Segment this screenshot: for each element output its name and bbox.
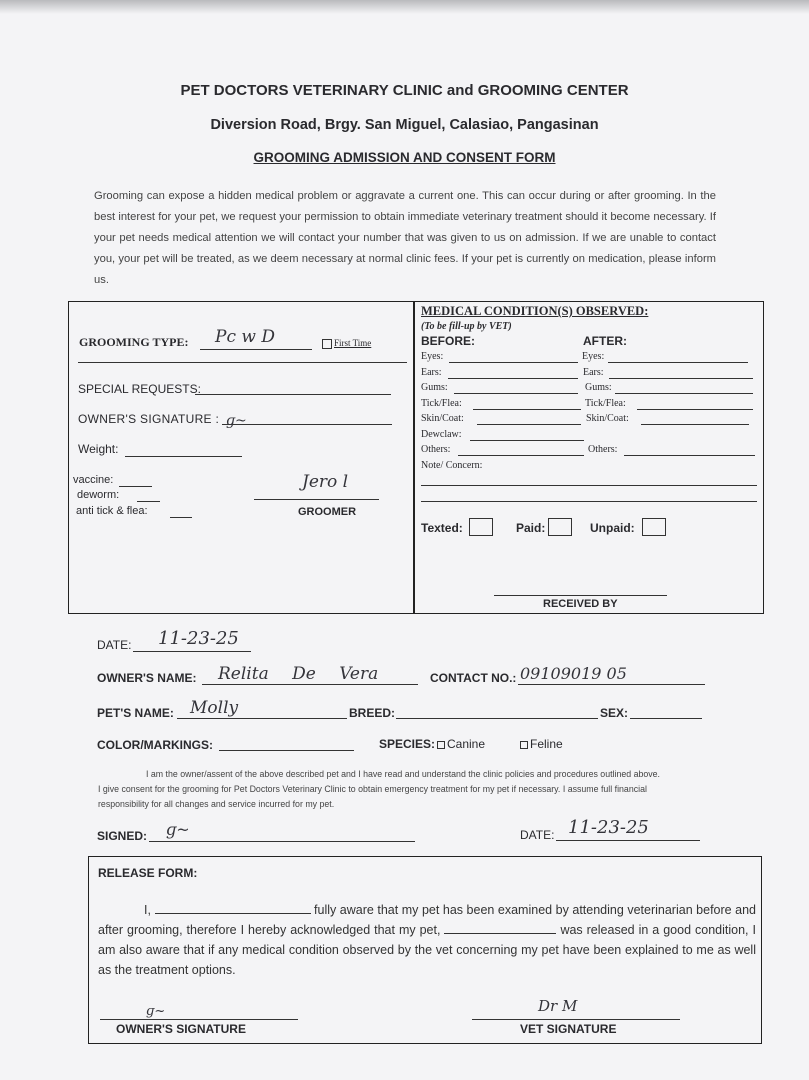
signed-date-value[interactable]: 11-23-25 <box>568 817 649 838</box>
before-heading: BEFORE: <box>421 334 475 348</box>
page-shadow <box>0 0 809 14</box>
received-by-label: RECEIVED BY <box>543 598 618 610</box>
pet-name-label: PET'S NAME: <box>97 706 174 720</box>
special-requests-label: SPECIAL REQUESTS: <box>78 382 201 396</box>
vaccine-label: vaccine: <box>73 474 114 486</box>
species-label: SPECIES: <box>379 737 436 751</box>
first-time-label: First Time <box>334 338 372 348</box>
vet-signature-value: Dr M <box>538 997 578 1015</box>
after-gums-label: Gums: <box>585 382 612 393</box>
sex-line[interactable] <box>630 718 702 719</box>
special-requests-line[interactable] <box>195 394 391 395</box>
note-line-1[interactable] <box>421 485 757 486</box>
before-skincoat-line[interactable] <box>477 424 581 425</box>
release-pet-blank[interactable] <box>444 922 556 934</box>
date-line <box>133 651 251 652</box>
signed-date-label: DATE: <box>520 828 555 842</box>
note-concern-label: Note/ Concern: <box>421 460 483 471</box>
before-dewclaw-label: Dewclaw: <box>421 429 462 440</box>
owner-release-signature-label: OWNER'S SIGNATURE <box>116 1022 246 1036</box>
signed-date-line <box>556 840 700 841</box>
owner-signature-label: OWNER'S SIGNATURE : <box>78 412 220 426</box>
before-others-label: Others: <box>421 444 451 455</box>
owner-signature-mark: ɡ~ <box>226 413 247 429</box>
owner-signature-line[interactable] <box>222 424 392 425</box>
after-skincoat-line[interactable] <box>641 424 749 425</box>
color-markings-label: COLOR/MARKINGS: <box>97 738 213 752</box>
before-ears-line[interactable] <box>448 378 578 379</box>
color-markings-line[interactable] <box>219 750 354 751</box>
before-eyes-line[interactable] <box>449 362 578 363</box>
anti-tick-line[interactable] <box>170 517 192 518</box>
paid-checkbox[interactable] <box>548 518 572 536</box>
species-canine-option[interactable] <box>437 737 485 751</box>
weight-label: Weight: <box>78 442 119 456</box>
after-eyes-label: Eyes: <box>582 351 605 362</box>
owner-name-value[interactable]: Relita De Vera <box>218 664 379 684</box>
first-time-box[interactable] <box>322 339 332 349</box>
before-dewclaw-line[interactable] <box>470 440 584 441</box>
texted-checkbox[interactable] <box>469 518 493 536</box>
pet-name-value[interactable]: Molly <box>190 698 239 718</box>
date-label: DATE: <box>97 638 132 652</box>
consent-line-1: I am the owner/assent of the above described pet and I have read and understand the clinic policies and procedures outlined above. <box>146 769 660 779</box>
consent-line-2: I give consent for the grooming for Pet Doctors Veterinary Clinic to obtain emergency treatment for my pet if necessary. I assume full financial <box>98 784 647 794</box>
before-eyes-label: Eyes: <box>421 351 444 362</box>
groomer-label: GROOMER <box>298 506 357 518</box>
date-value[interactable]: 11-23-25 <box>158 628 239 649</box>
groomer-line <box>254 499 379 500</box>
contact-no-label: CONTACT NO.: <box>430 671 517 685</box>
contact-line <box>518 684 705 685</box>
before-skincoat-label: Skin/Coat: <box>421 413 464 424</box>
before-tickflea-line[interactable] <box>473 409 581 410</box>
before-gums-label: Gums: <box>421 382 448 393</box>
before-others-line[interactable] <box>458 455 584 456</box>
unpaid-label: Unpaid: <box>590 521 635 535</box>
clinic-address: Diversion Road, Brgy. San Miguel, Calasiao, Pangasinan <box>210 117 599 133</box>
release-text-1: I, <box>144 903 151 917</box>
pet-name-line <box>177 718 347 719</box>
texted-label: Texted: <box>421 521 463 535</box>
feline-label: Feline <box>530 737 563 751</box>
canine-label: Canine <box>447 737 486 751</box>
signed-label: SIGNED: <box>97 829 148 843</box>
before-tickflea-label: Tick/Flea: <box>421 398 462 409</box>
vet-signature-line[interactable] <box>472 1019 680 1020</box>
after-gums-line[interactable] <box>615 393 753 394</box>
received-by-line <box>494 595 667 596</box>
after-ears-label: Ears: <box>583 367 604 378</box>
vaccine-line[interactable] <box>119 486 152 487</box>
grooming-type-label: GROOMING TYPE: <box>79 335 189 349</box>
after-heading: AFTER: <box>583 334 627 348</box>
signed-mark: ɡ~ <box>166 820 190 839</box>
paid-label: Paid: <box>516 521 546 535</box>
deworm-line[interactable] <box>137 501 160 502</box>
medical-title: MEDICAL CONDITION(S) OBSERVED: <box>421 304 649 318</box>
release-paragraph <box>98 900 756 980</box>
contact-no-value[interactable]: 09109019 05 <box>520 664 627 683</box>
sex-label: SEX: <box>600 706 629 720</box>
owner-release-signature-mark: ɡ~ <box>146 1004 166 1019</box>
groomer-name-value: Jero l <box>302 472 349 492</box>
release-name-blank[interactable] <box>155 902 311 914</box>
signed-line[interactable] <box>149 841 415 842</box>
species-feline-option[interactable] <box>520 737 563 751</box>
owner-release-signature-line[interactable] <box>100 1019 298 1020</box>
consent-line-3: responsibility for all changes and service incurred for my pet. <box>98 799 335 809</box>
vet-signature-label: VET SIGNATURE <box>520 1022 617 1036</box>
breed-label: BREED: <box>349 706 396 720</box>
after-others-label: Others: <box>588 444 618 455</box>
after-eyes-line[interactable] <box>608 362 748 363</box>
unpaid-checkbox[interactable] <box>642 518 666 536</box>
grooming-type-value[interactable]: Pc w D <box>215 327 275 347</box>
after-skincoat-label: Skin/Coat: <box>586 413 629 424</box>
after-ears-line[interactable] <box>609 378 753 379</box>
before-gums-line[interactable] <box>454 393 578 394</box>
deworm-label: deworm: <box>77 489 120 501</box>
release-text-3: was released in a good condition, I am also aware that if any medical condition observed by the vet concerning my pet have been explained to me as well as the treatment options. <box>98 923 756 977</box>
owner-name-line <box>202 684 418 685</box>
after-tickflea-label: Tick/Flea: <box>585 398 626 409</box>
after-others-line[interactable] <box>624 455 755 456</box>
box-divider <box>413 302 415 613</box>
first-time-checkbox[interactable] <box>322 338 371 349</box>
anti-tick-label: anti tick & flea: <box>76 505 148 517</box>
owner-name-label: OWNER'S NAME: <box>97 671 197 685</box>
grooming-extra-line <box>78 362 407 363</box>
note-line-2[interactable] <box>421 501 757 502</box>
release-text-2: fully aware that my pet has been examined by attending veterinarian before and after grooming, therefore I hereby acknowledged that my pet, <box>98 903 757 937</box>
grooming-type-line <box>200 349 312 350</box>
intro-paragraph: Grooming can expose a hidden medical problem or aggravate a current one. This can occur during or after grooming. In the best interest for your pet, we request your permission to obtain immediate veterinary treatment should it become necessary. If your pet needs medical attention we will contact your number that was given to us on admission. If we are unable to contact you, your pet will be treated, as we deem necessary at normal clinic fees. If your pet is currently on medication, please inform us. <box>94 190 716 286</box>
release-form-title: RELEASE FORM: <box>98 866 198 880</box>
before-ears-label: Ears: <box>421 367 442 378</box>
clinic-name: PET DOCTORS VETERINARY CLINIC and GROOMING CENTER <box>180 82 629 99</box>
weight-line[interactable] <box>125 456 242 457</box>
breed-line[interactable] <box>396 718 598 719</box>
feline-checkbox[interactable] <box>520 741 528 749</box>
after-tickflea-line[interactable] <box>637 409 753 410</box>
form-title: GROOMING ADMISSION AND CONSENT FORM <box>253 150 556 165</box>
canine-checkbox[interactable] <box>437 741 445 749</box>
medical-subtitle: (To be fill-up by VET) <box>421 321 512 332</box>
